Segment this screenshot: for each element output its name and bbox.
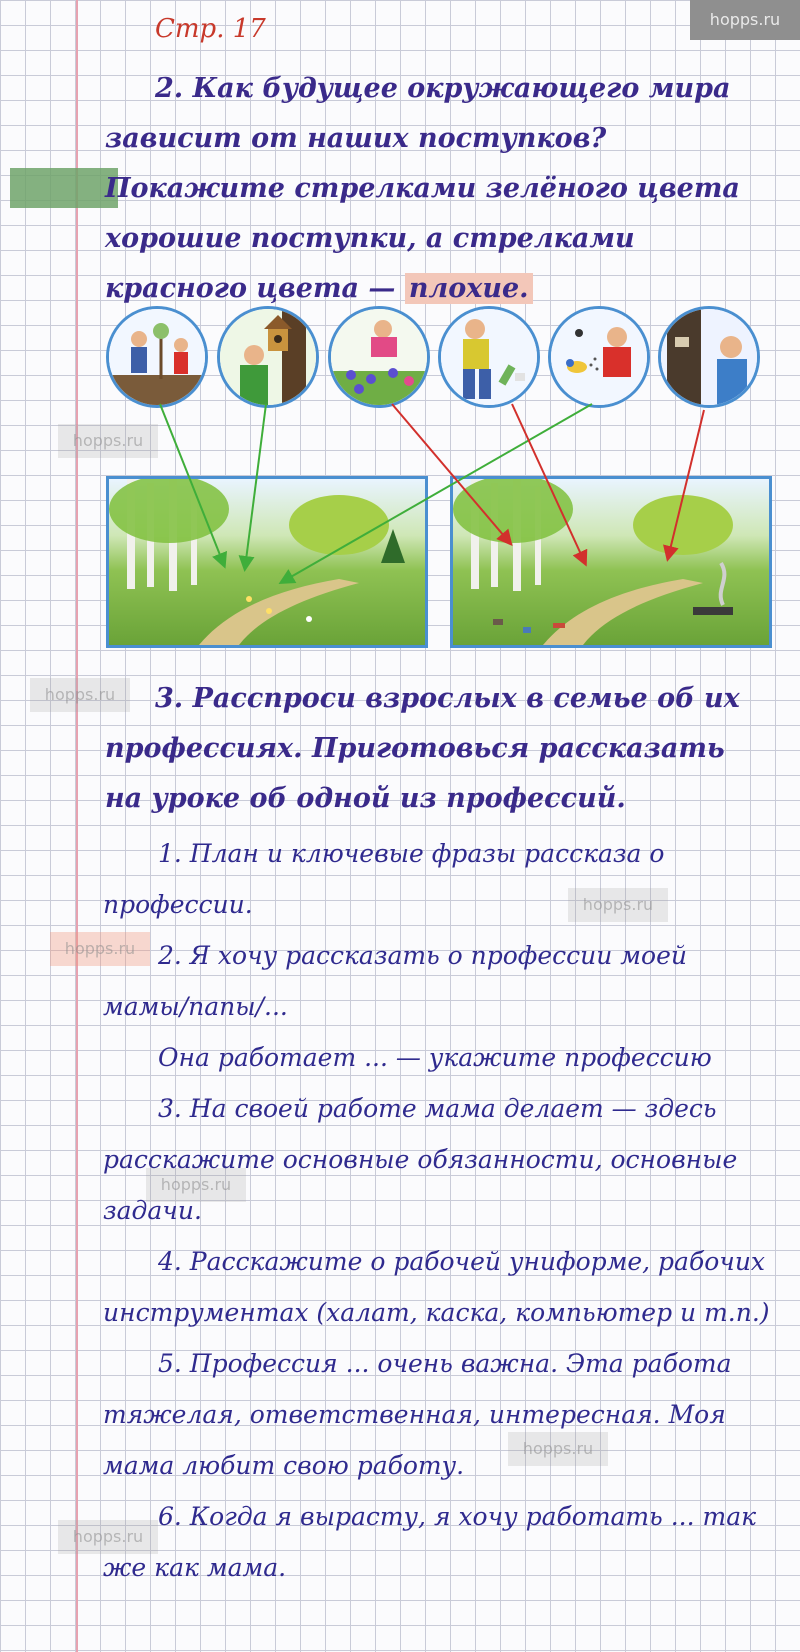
clean-forest-image (106, 476, 428, 648)
task2-number: 2. (155, 73, 184, 104)
task3-question (105, 674, 770, 824)
deed-carving-tree-image (658, 306, 760, 408)
watermark-logo: hopps.ru (690, 0, 800, 40)
watermark-overlay: hopps.ru (58, 424, 158, 458)
deed-littering-image (438, 306, 540, 408)
answer-line: 5. Профессия ... очень важна. Эта работа тяжелая, ответственная, интересная. Моя мама любит свою работу. (103, 1349, 732, 1480)
task2-question (105, 64, 770, 314)
task2-text: Как будущее окружающего мира зависит от наших поступков? Покажите стрелками зелёного цвета хорошие поступки, а стрелками красного цвета — (105, 73, 740, 304)
deed-planting-tree-image (106, 306, 208, 408)
answer-line: Она работает ... — укажите профессию (158, 1043, 712, 1072)
deed-birdhouse-image (217, 306, 319, 408)
answer-block (103, 828, 772, 1593)
task2-highlighted-word: плохие. (405, 273, 533, 304)
watermark-overlay: hopps.ru (30, 678, 130, 712)
deed-feeding-birds-image (548, 306, 650, 408)
polluted-forest-image (450, 476, 772, 648)
watermark-overlay: hopps.ru (50, 932, 150, 966)
green-highlight (10, 168, 118, 208)
answer-line: 1. План и ключевые фразы рассказа о профессии. (103, 839, 665, 919)
answer-line: 6. Когда я вырасту, я хочу работать ... так же как мама. (103, 1502, 757, 1582)
margin-line (76, 0, 78, 1652)
answer-line: 2. Я хочу рассказать о профессии моей мамы/папы/... (103, 941, 687, 1021)
watermark-overlay: hopps.ru (58, 1520, 158, 1554)
deed-picking-flowers-image (328, 306, 430, 408)
task3-text: Расспроси взрослых в семье об их профессиях. Приготовься рассказать на уроке об одной из профессий. (105, 683, 740, 814)
watermark-overlay: hopps.ru (146, 1168, 246, 1202)
watermark-overlay: hopps.ru (568, 888, 668, 922)
page-reference: Стр. 17 (155, 14, 266, 44)
answer-line: 4. Расскажите о рабочей униформе, рабочих инструментах (халат, каска, компьютер и т.п.) (103, 1247, 770, 1327)
watermark-overlay: hopps.ru (508, 1432, 608, 1466)
answer-line: 3. На своей работе мама делает — здесь расскажите основные обязанности, основные задачи. (103, 1094, 738, 1225)
task3-number: 3. (155, 683, 184, 714)
